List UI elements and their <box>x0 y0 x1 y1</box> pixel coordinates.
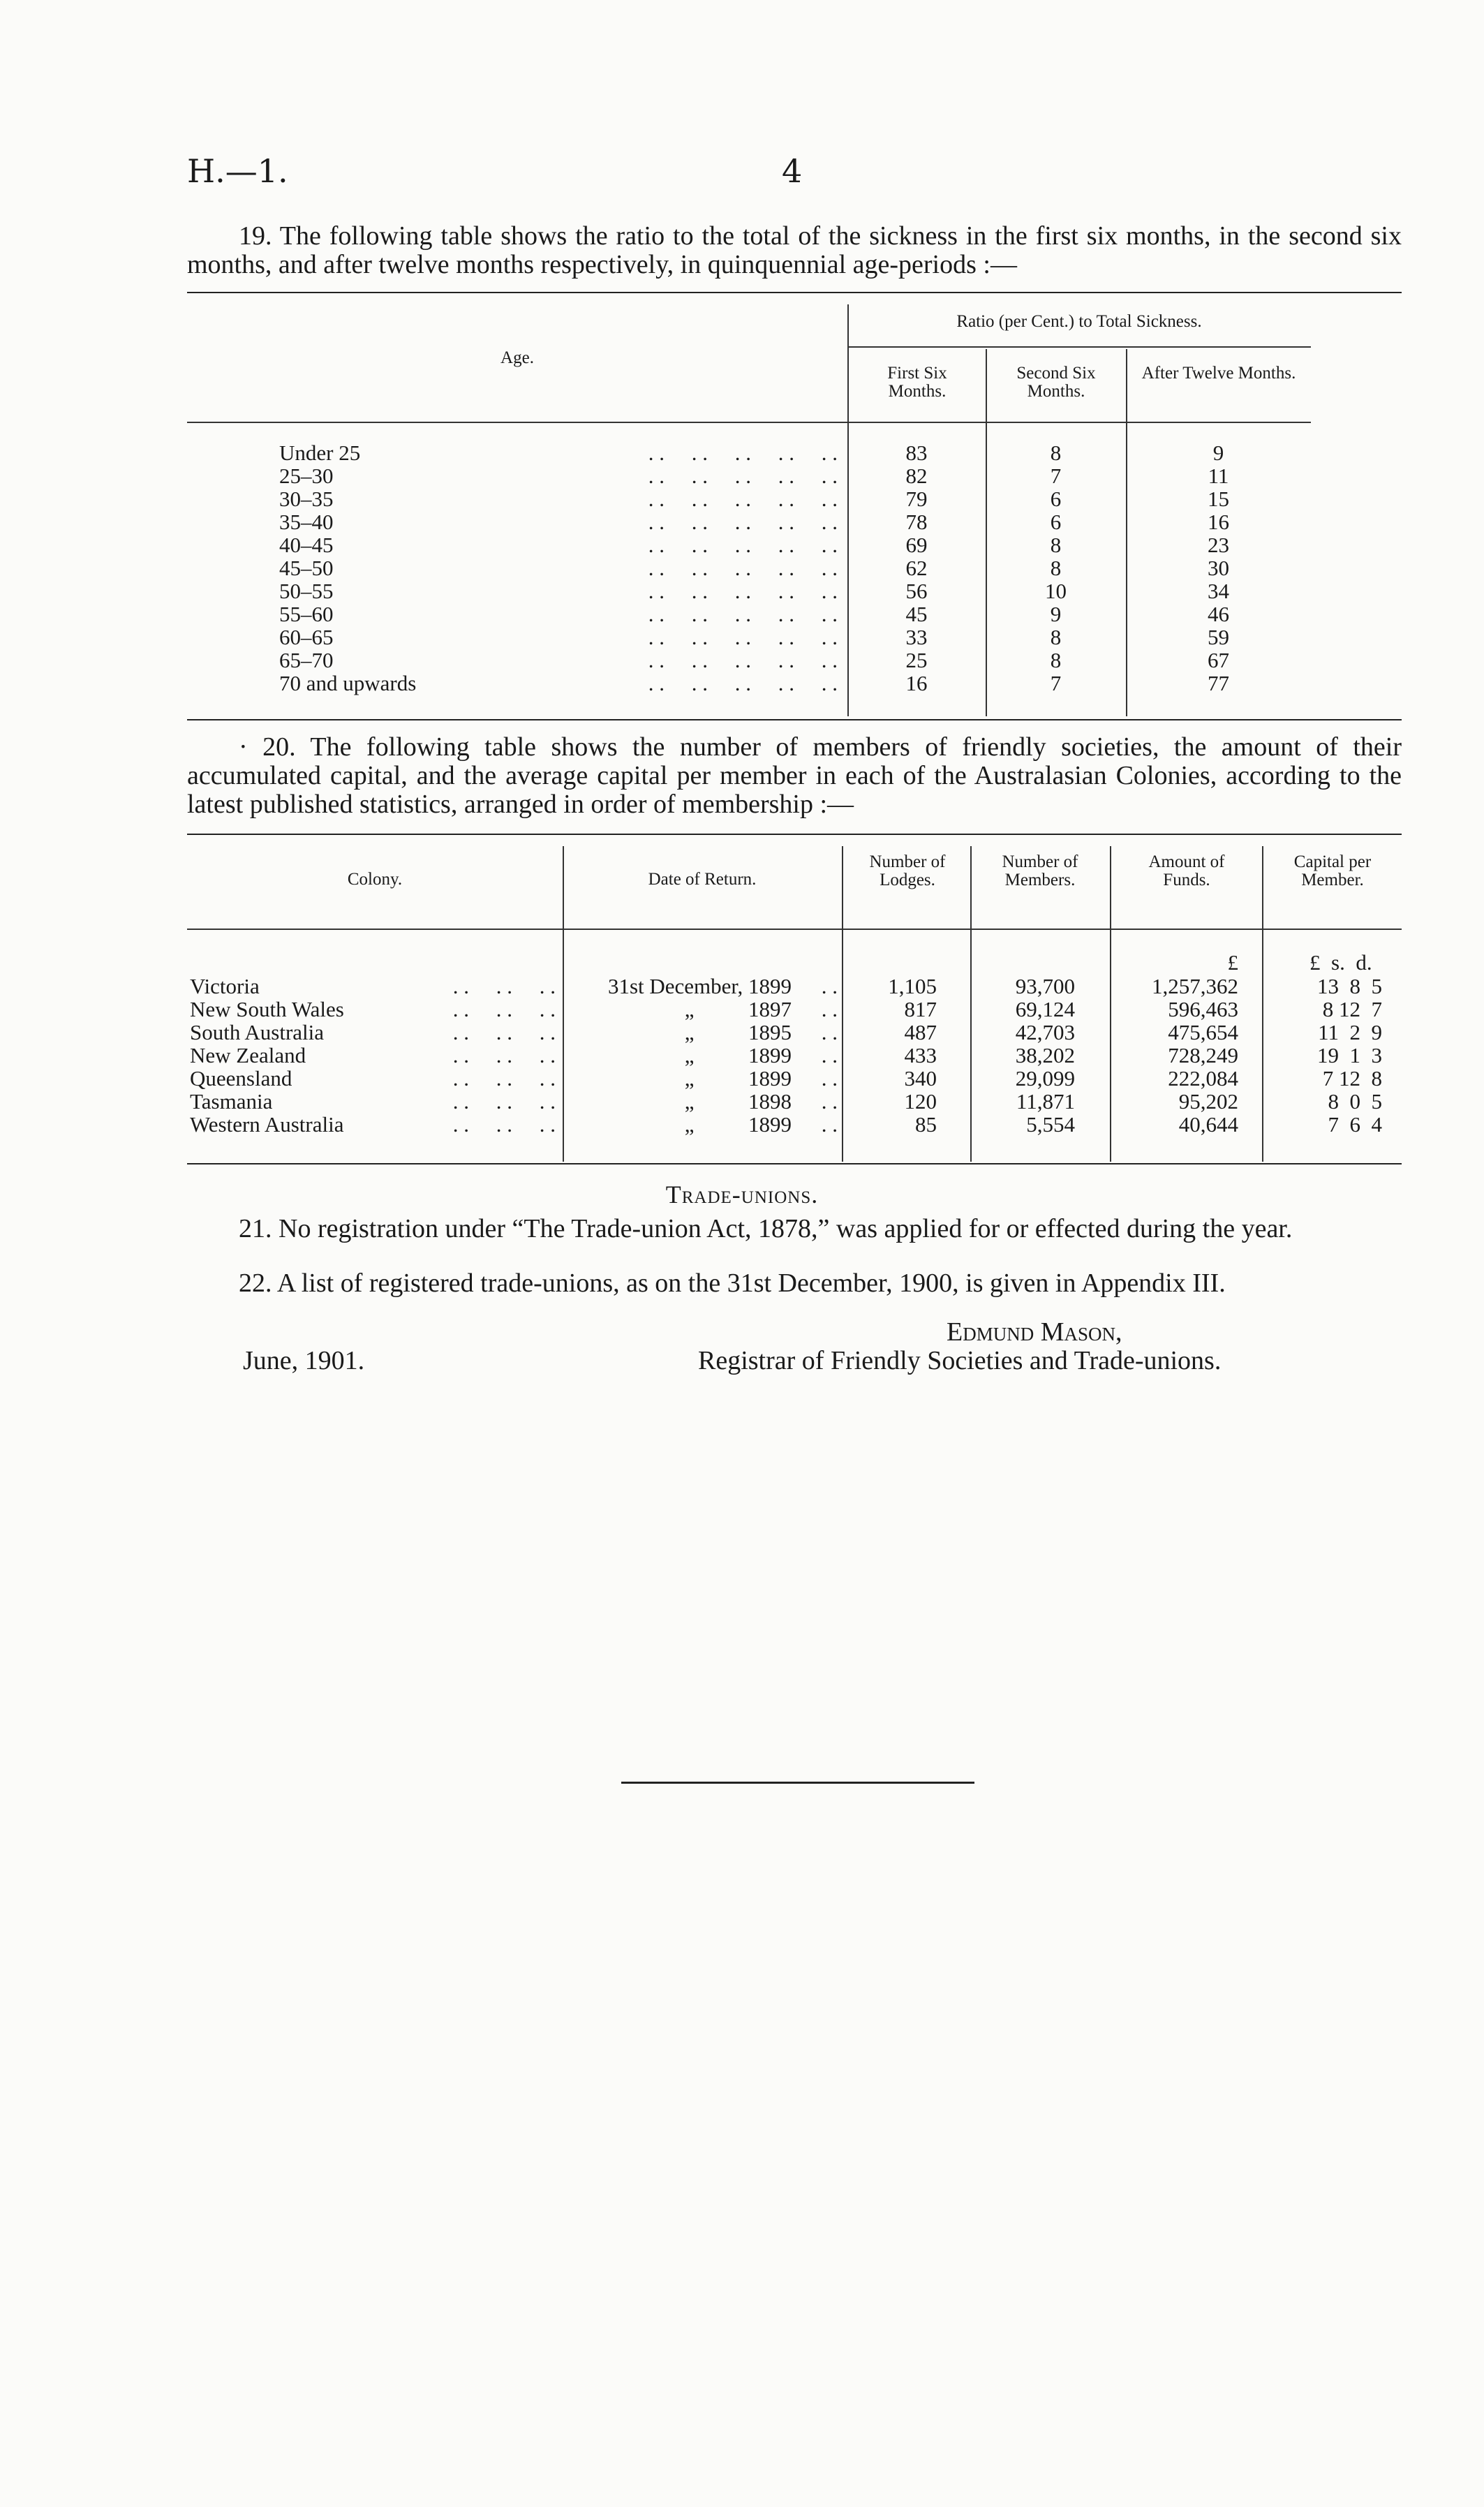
members-cell: 93,700 <box>1015 974 1075 998</box>
leader-dots: . . <box>821 997 838 1021</box>
table1-top-rule <box>187 292 1402 293</box>
end-rule <box>621 1782 974 1784</box>
age-cell: 35–40 <box>279 510 334 534</box>
leader-dots: . . <box>821 1020 838 1044</box>
colony-cell: Tasmania <box>190 1089 273 1114</box>
leader-dots: . . . . . . <box>452 974 556 998</box>
table1-header-age: Age. <box>500 348 534 367</box>
members-cell: 38,202 <box>1015 1043 1075 1067</box>
age-cell: 50–55 <box>279 579 334 603</box>
second-six-cell: 8 <box>1050 625 1062 649</box>
leader-dots: . . . . . . <box>452 1112 556 1137</box>
leader-dots: . . . . . . . . . . <box>648 464 838 488</box>
signatory-name: Edmund Mason, <box>947 1317 1122 1347</box>
leader-dots: . . <box>821 1043 838 1067</box>
date-cell: „ 1899 <box>684 1112 792 1137</box>
funds-cell: 596,463 <box>1168 997 1238 1021</box>
first-six-cell: 69 <box>905 533 928 557</box>
age-cell: Under 25 <box>279 441 361 465</box>
second-six-cell: 8 <box>1050 533 1062 557</box>
leader-dots: . . . . . . <box>452 1020 556 1044</box>
leader-dots: . . <box>821 974 838 998</box>
signature-date: June, 1901. <box>243 1346 365 1375</box>
paragraph-21: 21. No registration under “The Trade-union Act, 1878,” was applied for or effected during the year. <box>239 1214 1293 1243</box>
second-six-cell: 8 <box>1050 556 1062 580</box>
members-cell: 42,703 <box>1015 1020 1075 1044</box>
after-twelve-cell: 77 <box>1208 671 1229 695</box>
after-twelve-cell: 11 <box>1208 464 1229 488</box>
lodges-cell: 487 <box>904 1020 937 1044</box>
date-cell: „ 1899 <box>684 1043 792 1067</box>
second-six-cell: 7 <box>1050 464 1062 488</box>
paragraph-20: · 20. The following table shows the number of members of friendly societies, the amount of their accumulated capital, and the average capital per member in each of the Australasian Colonies, according to the latest published statistics, arranged in order of membership :— <box>187 732 1402 819</box>
colony-cell: South Australia <box>190 1020 325 1044</box>
after-twelve-cell: 46 <box>1208 602 1229 626</box>
first-six-cell: 83 <box>905 441 928 465</box>
table1-header-second: Second Six Months. <box>1016 364 1096 401</box>
first-six-cell: 56 <box>905 579 928 603</box>
leader-dots: . . . . . . . . . . <box>648 510 838 534</box>
date-cell: „ 1899 <box>684 1066 792 1090</box>
colony-cell: New South Wales <box>190 997 344 1021</box>
table1-header-after: After Twelve Months. <box>1141 364 1296 383</box>
members-cell: 69,124 <box>1015 997 1075 1021</box>
colony-cell: Victoria <box>190 974 260 998</box>
page-number: 4 <box>782 152 803 190</box>
capital-unit: £ s. d. <box>1309 950 1372 975</box>
table2-header-rule <box>187 929 1402 930</box>
age-cell: 55–60 <box>279 602 334 626</box>
table2-header-funds: Amount of Funds. <box>1148 852 1225 889</box>
table1-header-rule <box>187 422 1311 423</box>
colony-cell: Queensland <box>190 1066 292 1090</box>
capital-cell: 8 0 5 <box>1328 1089 1382 1114</box>
table2-header-date: Date of Return. <box>648 870 757 889</box>
age-cell: 60–65 <box>279 625 334 649</box>
table2-header-colony: Colony. <box>347 870 403 889</box>
table1-header-first: First Six Months. <box>887 364 947 401</box>
lodges-cell: 817 <box>904 997 937 1021</box>
first-six-cell: 45 <box>905 602 928 626</box>
second-six-cell: 6 <box>1050 487 1062 511</box>
leader-dots: . . . . . . <box>452 1066 556 1090</box>
second-six-cell: 8 <box>1050 441 1062 465</box>
members-cell: 5,554 <box>1026 1112 1075 1137</box>
first-six-cell: 33 <box>905 625 928 649</box>
capital-cell: 19 1 3 <box>1317 1043 1382 1067</box>
first-six-cell: 82 <box>905 464 928 488</box>
colony-cell: New Zealand <box>190 1043 306 1067</box>
table1-group-rule <box>847 346 1311 348</box>
age-cell: 45–50 <box>279 556 334 580</box>
leader-dots: . . . . . . <box>452 997 556 1021</box>
leader-dots: . . . . . . . . . . <box>648 441 838 465</box>
date-cell: „ 1895 <box>684 1020 792 1044</box>
after-twelve-cell: 67 <box>1208 648 1229 672</box>
lodges-cell: 85 <box>915 1112 937 1137</box>
paragraph-22: 22. A list of registered trade-unions, as on the 31st December, 1900, is given in Appendix III. <box>239 1269 1226 1298</box>
funds-cell: 95,202 <box>1178 1089 1238 1114</box>
table1-bottom-rule <box>187 719 1402 720</box>
table2-header-capital: Capital per Member. <box>1293 852 1372 889</box>
leader-dots: . . . . . . . . . . <box>648 648 838 672</box>
leader-dots: . . . . . . . . . . <box>648 533 838 557</box>
after-twelve-cell: 30 <box>1208 556 1229 580</box>
signatory-title: Registrar of Friendly Societies and Trade-unions. <box>698 1346 1222 1375</box>
funds-cell: 475,654 <box>1168 1020 1238 1044</box>
table2-header-members: Number of Members. <box>1002 852 1078 889</box>
capital-cell: 11 2 9 <box>1318 1020 1382 1044</box>
second-six-cell: 7 <box>1050 671 1062 695</box>
first-six-cell: 78 <box>905 510 928 534</box>
lodges-cell: 340 <box>904 1066 937 1090</box>
funds-cell: 222,084 <box>1168 1066 1238 1090</box>
funds-cell: 728,249 <box>1168 1043 1238 1067</box>
after-twelve-cell: 15 <box>1208 487 1229 511</box>
table1-header-group: Ratio (per Cent.) to Total Sickness. <box>956 312 1202 331</box>
table2-header-lodges: Number of Lodges. <box>869 852 946 889</box>
leader-dots: . . <box>821 1089 838 1114</box>
table2-divider-1 <box>563 846 564 1162</box>
leader-dots: . . <box>821 1066 838 1090</box>
first-six-cell: 62 <box>905 556 928 580</box>
lodges-cell: 1,105 <box>888 974 937 998</box>
first-six-cell: 79 <box>905 487 928 511</box>
funds-cell: 40,644 <box>1178 1112 1238 1137</box>
document-reference: H.—1. <box>187 152 288 190</box>
colony-cell: Western Australia <box>190 1112 344 1137</box>
after-twelve-cell: 9 <box>1212 441 1224 465</box>
capital-cell: 7 12 8 <box>1322 1066 1382 1090</box>
leader-dots: . . . . . . <box>452 1043 556 1067</box>
capital-cell: 7 6 4 <box>1328 1112 1382 1137</box>
lodges-cell: 433 <box>904 1043 937 1067</box>
age-cell: 25–30 <box>279 464 334 488</box>
after-twelve-cell: 16 <box>1208 510 1229 534</box>
funds-cell: 1,257,362 <box>1152 974 1238 998</box>
age-cell: 70 and upwards <box>279 671 417 695</box>
leader-dots: . . . . . . . . . . <box>648 625 838 649</box>
date-cell: „ 1898 <box>684 1089 792 1114</box>
first-six-cell: 25 <box>905 648 928 672</box>
first-six-cell: 16 <box>905 671 928 695</box>
second-six-cell: 9 <box>1050 602 1062 626</box>
paragraph-19: 19. The following table shows the ratio to the total of the sickness in the first six months, in the second six months, and after twelve months respectively, in quinquennial age-periods :— <box>187 221 1402 279</box>
date-cell: 31st December, 1899 <box>607 974 792 998</box>
second-six-cell: 6 <box>1050 510 1062 534</box>
leader-dots: . . . . . . . . . . <box>648 556 838 580</box>
members-cell: 11,871 <box>1016 1089 1075 1114</box>
leader-dots: . . <box>821 1112 838 1137</box>
leader-dots: . . . . . . . . . . <box>648 671 838 695</box>
capital-cell: 8 12 7 <box>1322 997 1382 1021</box>
leader-dots: . . . . . . . . . . <box>648 579 838 603</box>
leader-dots: . . . . . . <box>452 1089 556 1114</box>
second-six-cell: 8 <box>1050 648 1062 672</box>
leader-dots: . . . . . . . . . . <box>648 487 838 511</box>
table2-top-rule <box>187 834 1402 835</box>
date-cell: „ 1897 <box>684 997 792 1021</box>
after-twelve-cell: 23 <box>1208 533 1229 557</box>
age-cell: 40–45 <box>279 533 334 557</box>
trade-unions-heading: Trade-unions. <box>665 1181 819 1208</box>
age-cell: 30–35 <box>279 487 334 511</box>
capital-cell: 13 8 5 <box>1317 974 1382 998</box>
members-cell: 29,099 <box>1015 1066 1075 1090</box>
table2-bottom-rule <box>187 1163 1402 1164</box>
after-twelve-cell: 34 <box>1208 579 1229 603</box>
age-cell: 65–70 <box>279 648 334 672</box>
second-six-cell: 10 <box>1045 579 1067 603</box>
lodges-cell: 120 <box>904 1089 937 1114</box>
after-twelve-cell: 59 <box>1208 625 1229 649</box>
funds-unit: £ <box>1227 950 1238 975</box>
leader-dots: . . . . . . . . . . <box>648 602 838 626</box>
